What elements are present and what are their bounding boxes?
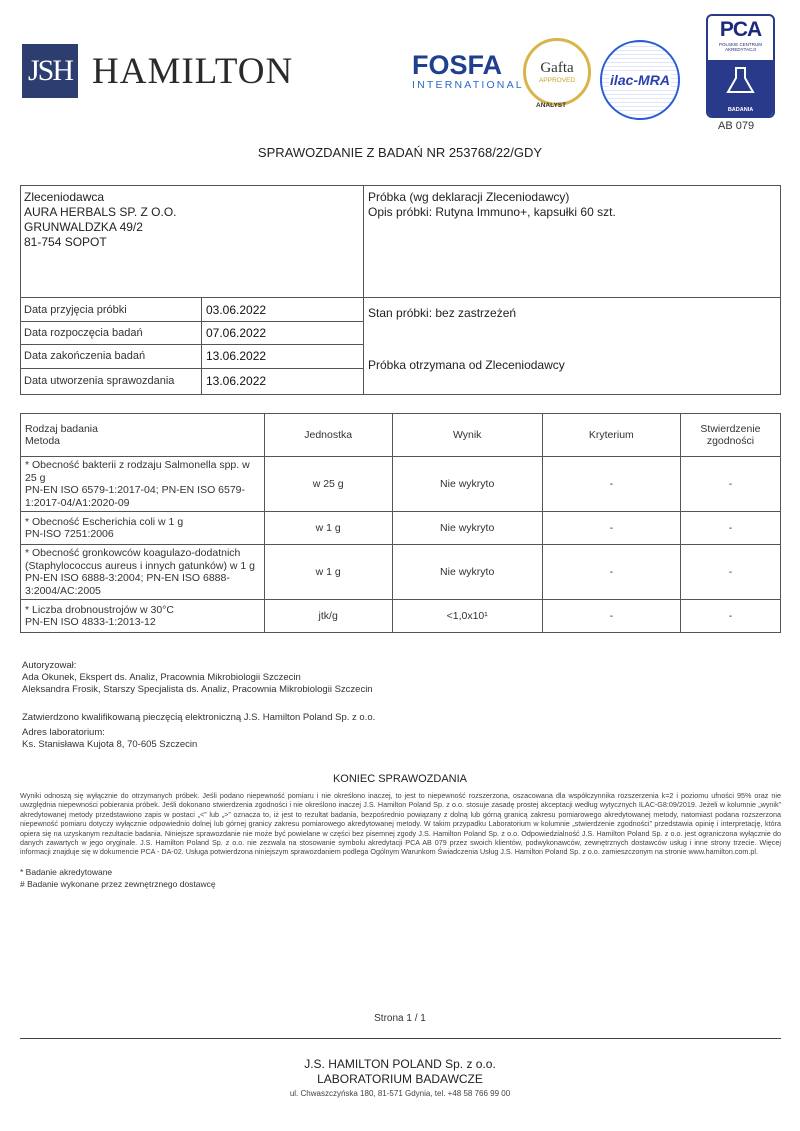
conformity-cell: - xyxy=(680,545,780,600)
client-label: Zleceniodawca xyxy=(24,190,105,204)
test-cell xyxy=(21,600,265,633)
criterion-cell: - xyxy=(542,457,680,512)
sample-condition: Stan próbki: bez zastrzeżeń xyxy=(368,306,517,320)
report-info-box xyxy=(20,185,781,395)
fosfa-logo-text: FOSFA xyxy=(412,50,503,80)
result-cell: Nie wykryto xyxy=(392,545,542,600)
fosfa-logo-subtext: INTERNATIONAL xyxy=(412,79,524,91)
sample-description: Opis próbki: Rutyna Immuno+, kapsułki 60 szt. xyxy=(368,205,616,219)
pca-band-label: BADANIA xyxy=(727,107,754,113)
table-row xyxy=(21,600,781,633)
header-conformity: Stwierdzenie zgodności xyxy=(680,414,780,457)
gafta-analyst-text: ANALYST xyxy=(536,102,567,109)
date-label: Data utworzenia sprawozdania xyxy=(24,375,175,387)
date-label: Data rozpoczęcia badań xyxy=(24,327,143,339)
footer-divider xyxy=(20,1038,781,1039)
sample-block xyxy=(368,190,616,220)
gafta-logo xyxy=(523,38,591,106)
gafta-logo-text: Gafta xyxy=(540,60,574,76)
info-divider-horizontal xyxy=(21,297,780,298)
hamilton-logo-mark: JSH xyxy=(22,44,78,98)
ilac-mra-logo xyxy=(600,40,680,120)
authorizer-1: Ada Okunek, Ekspert ds. Analiz, Pracownia Mikrobiologii Szczecin xyxy=(22,672,301,683)
result-cell: Nie wykryto xyxy=(392,457,542,512)
lab-address-block xyxy=(22,727,197,751)
test-name: * Obecność bakterii z rodzaju Salmonella spp. w 25 g xyxy=(25,459,250,484)
date-label: Data zakończenia badań xyxy=(24,350,146,362)
date-row-divider xyxy=(21,344,363,345)
ilac-mra-text: ilac-MRA xyxy=(610,72,670,88)
hamilton-logo-word: HAMILTON xyxy=(92,51,294,92)
date-value: 03.06.2022 xyxy=(206,303,267,317)
test-method: PN-EN ISO 6888-3:2004; PN-EN ISO 6888-3:2004/AC:2005 xyxy=(25,572,230,597)
test-name: * Obecność Escherichia coli w 1 g xyxy=(25,515,184,528)
client-name: AURA HERBALS SP. Z O.O. xyxy=(24,205,177,219)
date-value: 13.06.2022 xyxy=(206,374,267,388)
test-method: PN-ISO 7251:2006 xyxy=(25,528,114,540)
header-test xyxy=(21,414,265,457)
pca-logo-text: PCA xyxy=(719,18,762,41)
test-method: PN-EN ISO 4833-1:2013-12 xyxy=(25,616,156,628)
pca-logo-subtext: POLSKIE CENTRUM AKREDYTACJI xyxy=(718,42,762,52)
table-row xyxy=(21,512,781,545)
header-test-label: Rodzaj badania xyxy=(25,423,98,435)
results-header-row xyxy=(21,414,781,457)
flask-icon xyxy=(708,60,773,100)
note-external: # Badanie wykonane przez zewnętrznego dostawcę xyxy=(20,879,216,889)
authorizer-2: Aleksandra Frosik, Starszy Specjalista ds. Analiz, Pracownia Mikrobiologii Szczecin xyxy=(22,684,373,695)
table-row xyxy=(21,545,781,600)
criterion-cell: - xyxy=(542,545,680,600)
unit-cell: w 25 g xyxy=(264,457,392,512)
unit-cell: w 1 g xyxy=(264,545,392,600)
footer-lab: LABORATORIUM BADAWCZE xyxy=(317,1072,483,1086)
test-method: PN-EN ISO 6579-1:2017-04; PN-EN ISO 6579-1:2017-04/A1:2020-09 xyxy=(25,484,246,509)
results-table xyxy=(20,413,781,633)
conformity-cell: - xyxy=(680,512,780,545)
lab-address: Ks. Stanisława Kujota 8, 70-605 Szczecin xyxy=(22,739,198,750)
fosfa-logo xyxy=(412,50,524,91)
pca-accreditation-logo xyxy=(706,14,775,118)
dates-divider-vertical xyxy=(201,297,202,394)
result-cell: <1,0x10¹ xyxy=(392,600,542,633)
date-value: 07.06.2022 xyxy=(206,326,267,340)
authorization-block xyxy=(22,660,373,696)
conformity-cell: - xyxy=(680,600,780,633)
pca-band xyxy=(708,60,773,116)
date-row-divider xyxy=(21,368,363,369)
sample-label: Próbka (wg deklaracji Zleceniodawcy) xyxy=(368,190,570,204)
client-street: GRUNWALDZKA 49/2 xyxy=(24,220,143,234)
disclaimer-text: Wyniki odnoszą się wyłącznie do otrzymanych próbek. Jeśli podano niepewność pomiaru i nie określono inaczej, to jest to niepewność rozszerzona, oszacowana dla współczynnika rozszerzenia k=2 i poziomu ufności 95% oraz nie uwzględnia niepewności pobierania próbek. Jeśli dokonano stwierdzenia zgodności i nie określono inaczej J.S. Hamilton Poland Sp. z o.o. stosuje zasadę prostej akceptacji według wytycznych ILAC-G8:09/2019. Jeżeli w kolumnie „wynik” akredytowanej metody przedstawiono zapis w postaci „<” lub „>” oznacza to, iż jest to rezultat badania, bezpośrednio powiązany z dolną lub górną granicą zakresu pomiarowego akredytowanej metody, natomiast podana rozszerzona niepewność pomiaru dotyczy wyłącznie odpowiednio dolnej lub górnej granicy zakresu pomiarowego akredytowanej metody. W takim przypadku Laboratorium w kolumnie „stwierdzenie zgodności” przedstawia opinię i interpretację, która opiera się na uzyskanym rezultacie badania. Niniejsze sprawozdanie nie może być powielane w części bez pisemnej zgody J.S. Hamilton Poland Sp. z o.o. Odpowiedzialność J.S. Hamilton Poland Sp. z o.o. jest ograniczona wyłącznie do danych zawartych w jego oryginale. J.S. Hamilton Poland Sp. z o.o. nie zezwala na stosowanie symbolu akredytacji PCA AB 079 przez swoich klientów, podwykonawców, zewnętrznych dostawców usług i inne strony trzecie. Więcej informacji znajduje się w dokumencie PCA - DA-02. Usługa potwierdzona niniejszym sprawozdaniem podlega Ogólnym Warunkom Świadczenia Usług J.S. Hamilton Poland Sp. z o.o. zamieszczonym na stronie www.hamilton.com.pl. xyxy=(20,791,781,857)
conformity-cell: - xyxy=(680,457,780,512)
notes-block xyxy=(20,866,216,890)
header-method-label: Metoda xyxy=(25,435,61,447)
header-criterion: Kryterium xyxy=(542,414,680,457)
date-label: Data przyjęcia próbki xyxy=(24,304,127,316)
end-of-report-title: KONIEC SPRAWOZDANIA xyxy=(332,773,468,785)
test-name: * Liczba drobnoustrojów w 30°C xyxy=(25,603,174,616)
test-cell xyxy=(21,545,265,600)
footer-company: J.S. HAMILTON POLAND Sp. z o.o. xyxy=(304,1057,496,1071)
date-row-divider xyxy=(21,321,363,322)
seal-note: Zatwierdzono kwalifikowaną pieczęcią elektroniczną J.S. Hamilton Poland Sp. z o.o. xyxy=(22,712,376,723)
client-city: 81-754 SOPOT xyxy=(24,235,107,249)
header-unit: Jednostka xyxy=(264,414,392,457)
test-cell xyxy=(21,512,265,545)
unit-cell: jtk/g xyxy=(264,600,392,633)
sample-received-from: Próbka otrzymana od Zleceniodawcy xyxy=(368,358,565,372)
footer-address: ul. Chwaszczyńska 180, 81-571 Gdynia, tel. +48 58 766 99 00 xyxy=(289,1089,511,1098)
pca-accreditation-code: AB 079 xyxy=(718,120,755,132)
criterion-cell: - xyxy=(542,512,680,545)
page-number: Strona 1 / 1 xyxy=(374,1013,426,1024)
result-cell: Nie wykryto xyxy=(392,512,542,545)
lab-address-label: Adres laboratorium: xyxy=(22,727,105,738)
note-accredited: * Badanie akredytowane xyxy=(20,867,113,877)
criterion-cell: - xyxy=(542,600,680,633)
report-title: SPRAWOZDANIE Z BADAŃ NR 253768/22/GDY xyxy=(257,145,543,160)
test-cell xyxy=(21,457,265,512)
info-divider-vertical xyxy=(363,186,364,394)
header-result: Wynik xyxy=(392,414,542,457)
test-name: * Obecność gronkowców koagulazo-dodatnich (Staphylococcus aureus i innych gatunków) w 1 g xyxy=(25,547,255,572)
table-row xyxy=(21,457,781,512)
authorization-label: Autoryzował: xyxy=(22,660,77,671)
client-block xyxy=(24,190,177,250)
date-value: 13.06.2022 xyxy=(206,349,267,363)
unit-cell: w 1 g xyxy=(264,512,392,545)
footer xyxy=(0,1057,800,1101)
gafta-approved-text: APPROVED xyxy=(538,77,576,84)
